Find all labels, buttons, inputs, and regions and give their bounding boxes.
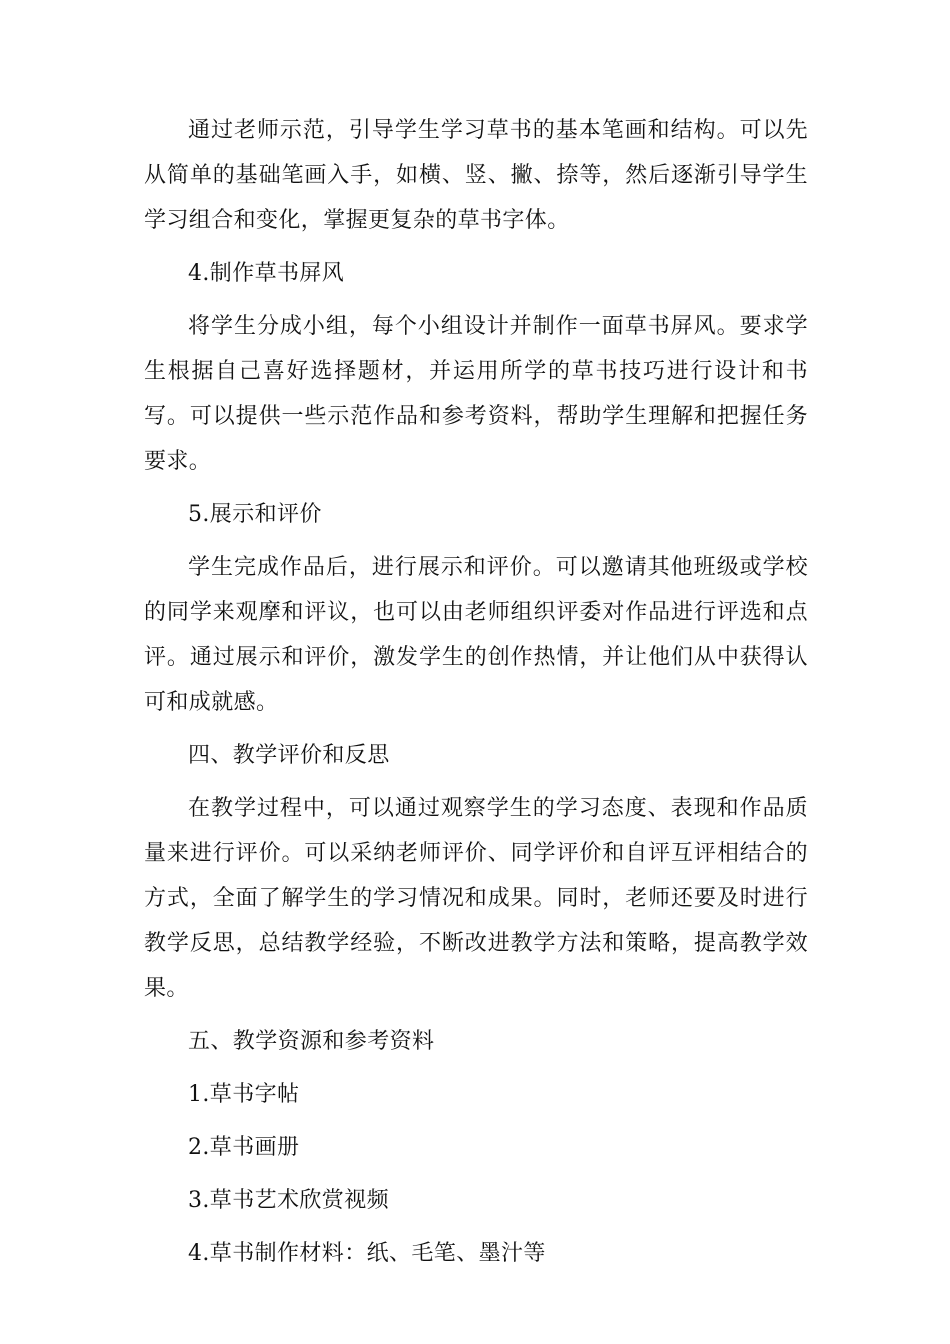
- heading-section-four: 四、教学评价和反思: [188, 743, 390, 768]
- list-item-album: 2.草书画册: [188, 1135, 300, 1160]
- paragraph-teaching-evaluation: 在教学过程中，可以通过观察学生的学习态度、表现和作品质量来进行评价。可以采纳老师评价、同学评价和自评互评相结合的方式，全面了解学生的学习情况和成果。同时，老师还要及时进行教学反思，总结教学经验，不断改进教学方法和策略，提高教学效果。: [144, 796, 808, 1001]
- list-item-video: 3.草书艺术欣赏视频: [188, 1188, 389, 1213]
- paragraph-display-evaluate: 学生完成作品后，进行展示和评价。可以邀请其他班级或学校的同学来观摩和评议，也可以由老师组织评委对作品进行评选和点评。通过展示和评价，激发学生的创作热情，并让他们从中获得认可和成就感。: [144, 555, 808, 715]
- paragraph-screen-task: 将学生分成小组，每个小组设计并制作一面草书屏风。要求学生根据自己喜好选择题材，并运用所学的草书技巧进行设计和书写。可以提供一些示范作品和参考资料，帮助学生理解和把握任务要求。: [144, 314, 808, 474]
- document-body: [144, 108, 808, 1276]
- heading-display-evaluate: 5.展示和评价: [188, 502, 322, 527]
- list-item-materials: 4.草书制作材料：纸、毛笔、墨汁等: [188, 1241, 546, 1266]
- heading-section-five: 五、教学资源和参考资料: [188, 1029, 435, 1054]
- heading-make-screen: 4.制作草书屏风: [188, 261, 345, 286]
- list-item-copybook: 1.草书字帖: [188, 1082, 300, 1107]
- paragraph-calligraphy-strokes: 通过老师示范，引导学生学习草书的基本笔画和结构。可以先从简单的基础笔画入手，如横、竖、撇、捺等，然后逐渐引导学生学习组合和变化，掌握更复杂的草书字体。: [144, 118, 808, 233]
